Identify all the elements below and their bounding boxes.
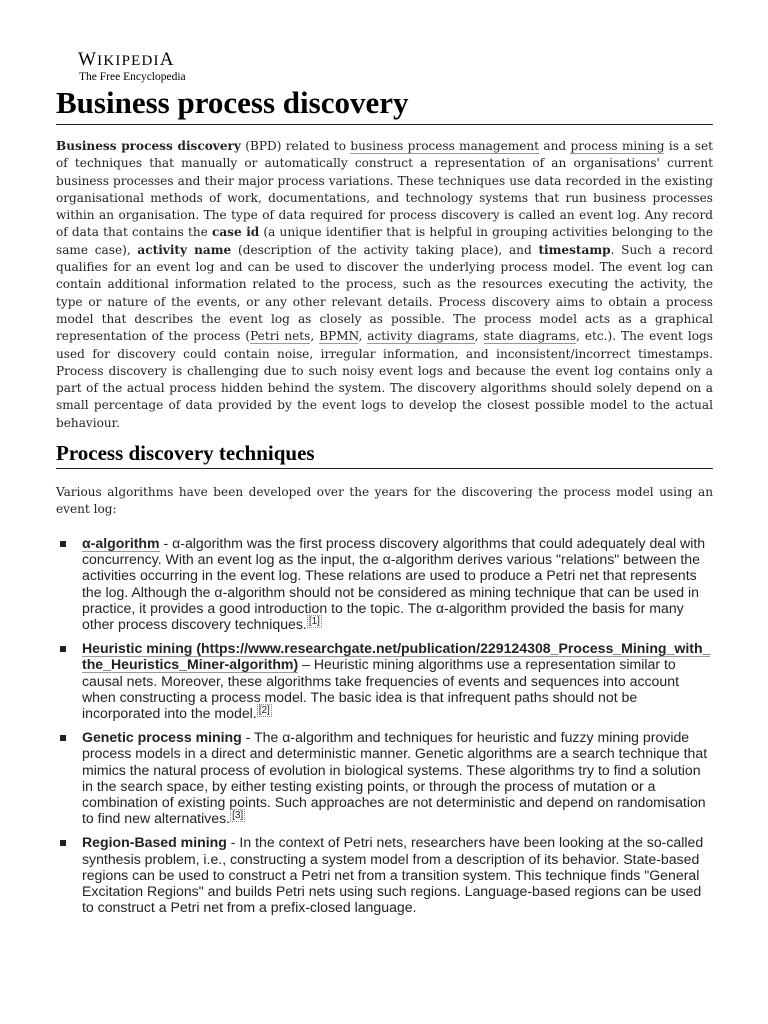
list-item — [58, 640, 712, 721]
lead-text: (description of the activity taking place), and — [231, 242, 539, 257]
section-heading: Process discovery techniques — [56, 438, 713, 469]
citation-ref — [230, 809, 245, 822]
term-timestamp: timestamp — [538, 242, 611, 257]
item-text: - The α-algorithm and techniques for heuristic and fuzzy mining provide process models in a direct and deterministic manner. Genetic algorithms are a search technique that mimics the natural process of evolution in biological systems. These algorithms try to find a solution in the search space, by either testing existing points, or through the process of mutation or a combination of existing points. Such approaches are not deterministic and depend on randomisation to find new alternatives. — [82, 729, 708, 827]
term-case-id: case id — [211, 225, 260, 240]
list-item — [58, 535, 712, 632]
link-activity-diagrams[interactable]: activity diagrams — [367, 329, 475, 344]
logo-tagline: The Free Encyclopedia — [79, 71, 186, 83]
lead-text: (a unique identifier that is helpful in grouping activities belonging to the same case), — [56, 225, 713, 257]
link-alpha-algorithm[interactable]: α-algorithm — [82, 535, 160, 551]
section-intro: Various algorithms have been developed over the years for the discovering the process model using an event log: — [56, 485, 713, 517]
term-activity-name: activity name — [137, 242, 232, 257]
link-process-mining[interactable]: process mining — [570, 139, 665, 153]
wikipedia-logo[interactable] — [78, 50, 186, 84]
citation-link[interactable]: [3] — [232, 810, 244, 822]
lead-text: , — [310, 329, 320, 344]
lead-text: (BPD) related to — [240, 139, 351, 153]
item-title: Genetic process mining — [82, 729, 242, 746]
item-text: - α-algorithm was the first process discovery algorithms that could adequately deal with concurrency. With an event log as the input, the α-algorithm derives various "relations" between the activities occurring in the event log. These relations are used to produce a Petri net that represents the log. Although the α-algorithm should not be considered as mining technique that can be used in practice, it provides a good introduction to the topic. The α-algorithm provided the basis for many other process discovery techniques. — [82, 535, 706, 633]
list-item — [58, 834, 712, 915]
algorithm-list — [58, 535, 712, 923]
citation-ref — [307, 615, 322, 628]
item-title — [82, 535, 160, 552]
lead-text: is a set of techniques that manually or automatically construct a representation of an organisations' current business processes and their major process variations. These techniques use data recorded in the existing organisational methods of work, documentations, and technology systems that run business processes within an organisation. The type of data required for process discovery is called an event log. Any record of data that contains the — [56, 139, 714, 240]
item-title: Region-Based mining — [82, 834, 227, 851]
lead-paragraph — [56, 138, 713, 432]
citation-link[interactable]: [2] — [258, 705, 270, 717]
citation-ref — [257, 704, 272, 717]
link-heuristic-mining[interactable]: Heuristic mining (https://www.researchgate.net/publication/229124308_Process_Mining_with_the_Heuristics_Miner-algorithm) — [82, 640, 711, 673]
link-bpmn[interactable]: BPMN — [319, 329, 359, 344]
link-state-diagrams[interactable]: state diagrams — [483, 329, 577, 344]
page-title: Business process discovery — [56, 82, 713, 125]
logo-wordmark: WIKIPEDIA — [78, 49, 175, 70]
item-text: – Heuristic mining algorithms use a representation similar to causal nets. Moreover, these algorithms take frequencies of events and sequences into account when constructing a process model. The basic idea is that infrequent paths should not be incorporated into the model. — [82, 656, 679, 722]
link-business-process-management[interactable]: business process management — [350, 139, 540, 153]
lead-text: , — [358, 329, 368, 344]
lead-text: , — [474, 329, 484, 344]
lead-text: , etc.). The event logs used for discovery could contain noise, irregular information, and inconsistent/incorrect timestamps. Process discovery is challenging due to such noisy event logs and because the event log contains only a part of the actual process hidden behind the system. The discovery algorithms should solely depend on a small percentage of data provided by the event logs to develop the closest possible model to the actual behaviour. — [56, 329, 713, 430]
lead-term: Business process discovery — [56, 139, 241, 153]
link-petri-nets[interactable]: Petri nets — [250, 329, 311, 344]
lead-text: and — [539, 139, 571, 153]
lead-text: . Such a record qualifies for an event log and can be used to discover the underlying process model. The event log can contain additional information related to the process, such as the resources executing the activity, the type or nature of the events, or any other relevant details. Process discovery aims to obtain a process model that describes the event log as closely as possible. The process model acts as a graphical representation of the process ( — [56, 242, 713, 344]
citation-link[interactable]: [1] — [308, 616, 320, 628]
item-text: - In the context of Petri nets, researchers have been looking at the so-called synthesis problem, i.e., constructing a system model from a description of its behavior. State-based regions can be used to construct a Petri net from a transition system. This technique finds "General Excitation Regions" and builds Petri nets using such regions. Language-based regions can be used to construct a Petri net from a prefix-closed language. — [82, 834, 704, 916]
list-item — [58, 729, 712, 826]
